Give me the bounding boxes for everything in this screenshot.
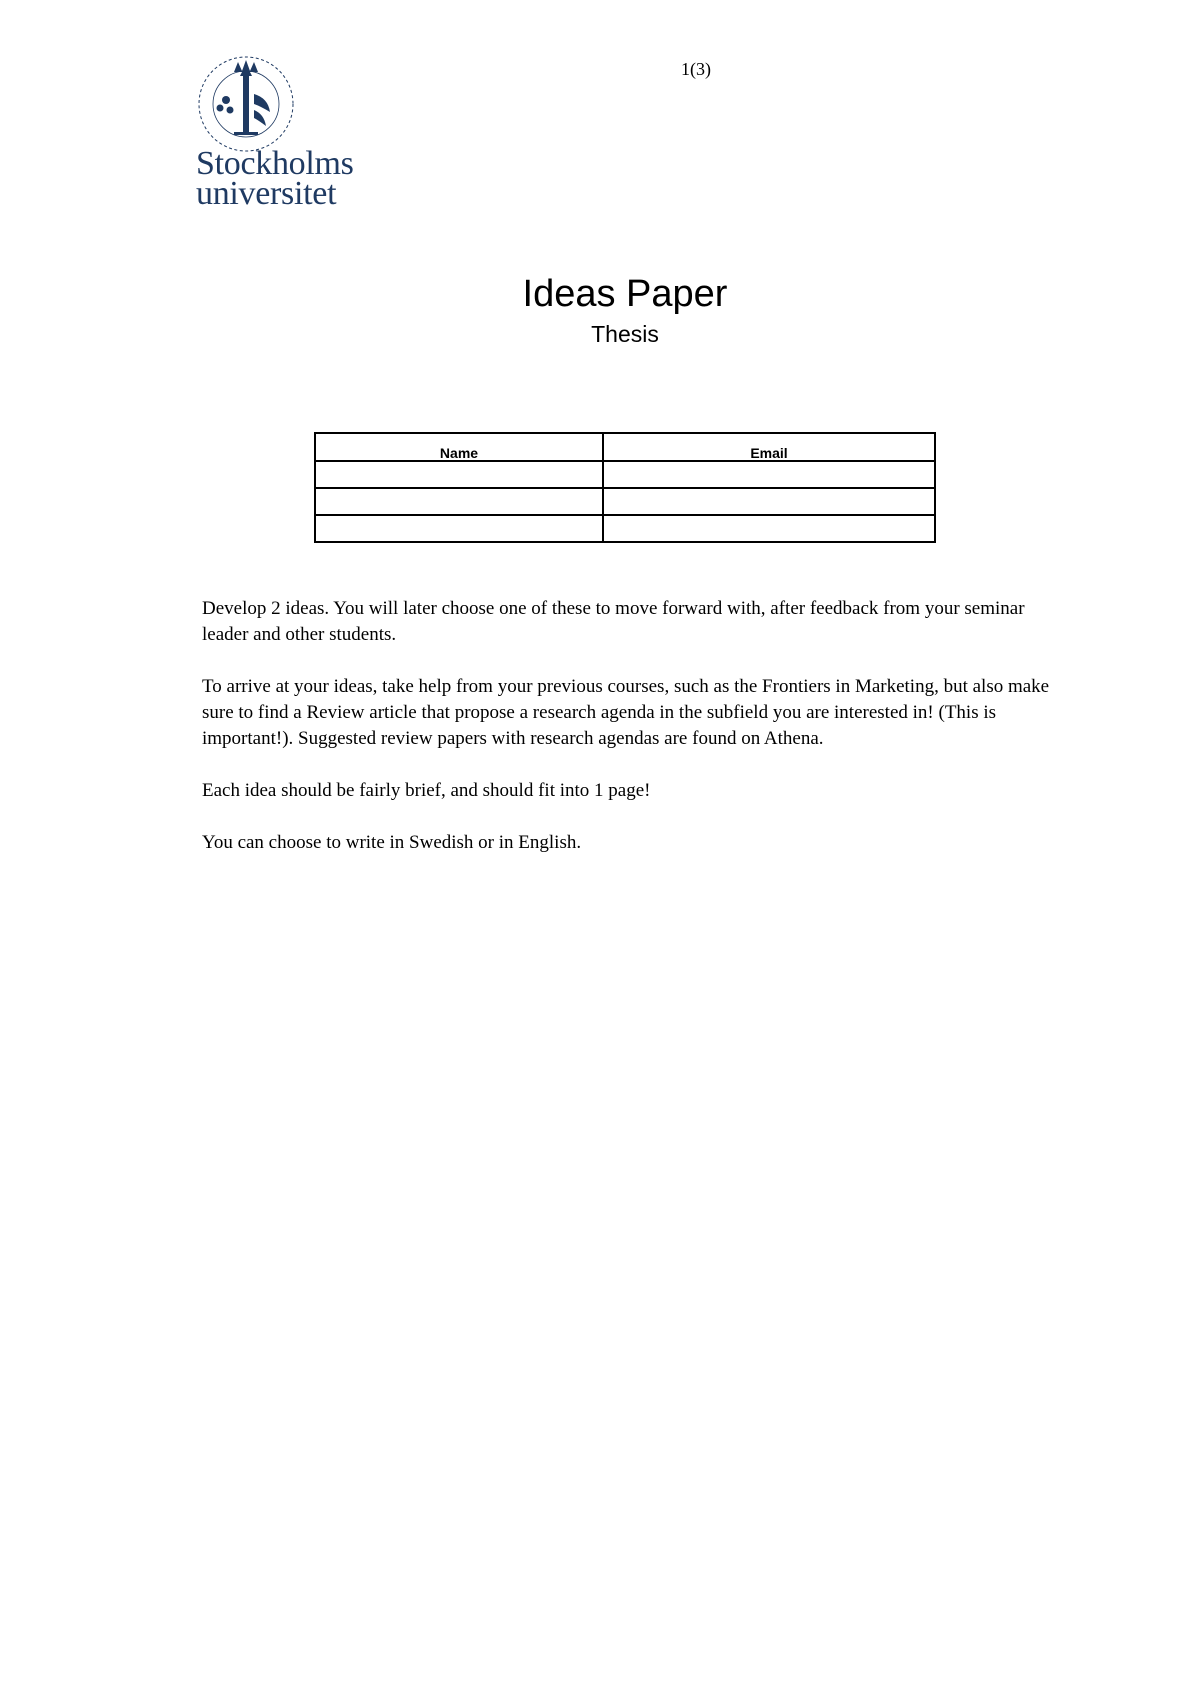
logo-line-1: Stockholms bbox=[196, 145, 354, 182]
instructions bbox=[202, 596, 1062, 882]
table-row bbox=[315, 461, 935, 488]
email-cell[interactable] bbox=[603, 515, 935, 542]
table-header-row bbox=[315, 433, 935, 461]
student-table bbox=[314, 432, 936, 543]
university-logo bbox=[196, 54, 396, 214]
university-seal-icon bbox=[196, 54, 296, 154]
name-cell[interactable] bbox=[315, 488, 603, 515]
table-row bbox=[315, 488, 935, 515]
logo-wordmark bbox=[196, 145, 354, 212]
column-header-name: Name bbox=[315, 433, 603, 461]
page-title: Ideas Paper bbox=[522, 273, 728, 315]
name-cell[interactable] bbox=[315, 461, 603, 488]
paragraph: To arrive at your ideas, take help from your previous courses, such as the Frontiers in Marketing, but also make sure to find a Review article that propose a research agenda in the subfield you are interested in! (This is important!). Suggested review papers with research agendas are found on Athena. bbox=[202, 676, 1050, 749]
logo-line-2: universitet bbox=[196, 175, 337, 212]
page-number: 1(3) bbox=[681, 59, 711, 79]
name-cell[interactable] bbox=[315, 515, 603, 542]
paragraph: You can choose to write in Swedish or in English. bbox=[202, 832, 582, 853]
paragraph: Develop 2 ideas. You will later choose one of these to move forward with, after feedback from your seminar leader and other students. bbox=[202, 598, 1025, 645]
page-subtitle: Thesis bbox=[591, 321, 659, 347]
column-header-email: Email bbox=[603, 433, 935, 461]
email-cell[interactable] bbox=[603, 488, 935, 515]
paragraph: Each idea should be fairly brief, and should fit into 1 page! bbox=[202, 780, 651, 801]
table-row bbox=[315, 515, 935, 542]
email-cell[interactable] bbox=[603, 461, 935, 488]
